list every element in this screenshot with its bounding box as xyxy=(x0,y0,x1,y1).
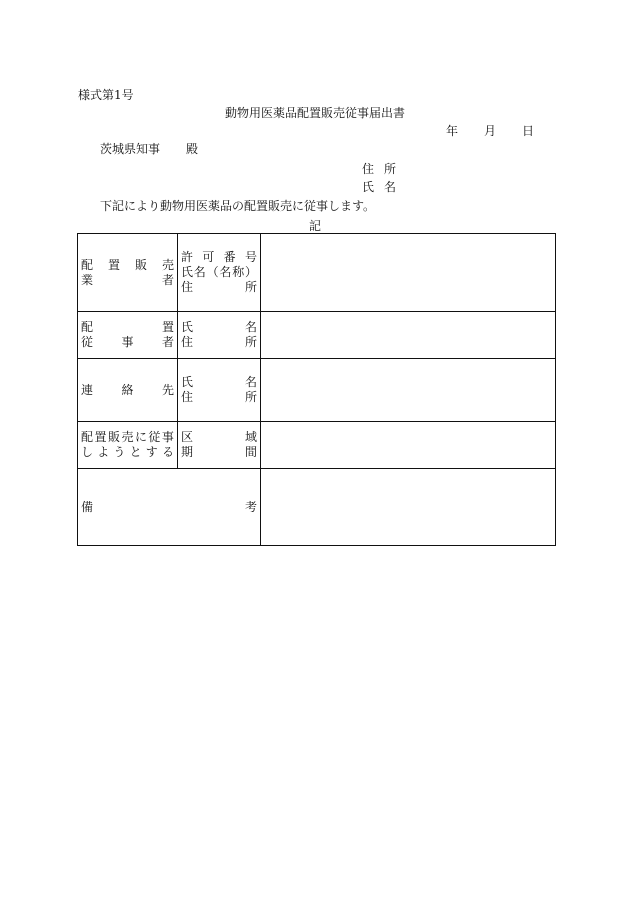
category-cell xyxy=(78,359,178,422)
category-label: 連 絡 先 xyxy=(81,382,174,397)
field-label-cell xyxy=(178,234,261,312)
table-row xyxy=(78,234,556,312)
table-row xyxy=(78,469,556,546)
entry-cell[interactable] xyxy=(261,422,556,469)
category-label: し よ う と す る xyxy=(81,445,174,459)
field-label-cell xyxy=(178,422,261,469)
date-month-label: 月 xyxy=(484,124,497,138)
category-label: 配 置 xyxy=(81,320,174,334)
field-label: 氏 名 xyxy=(181,375,257,389)
table-row xyxy=(78,422,556,469)
date-line xyxy=(446,122,534,139)
remarks-entry-cell[interactable] xyxy=(261,469,556,546)
notification-table xyxy=(77,233,556,546)
ki-heading: 記 xyxy=(308,219,321,233)
date-day-label: 日 xyxy=(522,124,535,138)
field-label: 区 域 xyxy=(181,430,257,444)
field-label: 住 所 xyxy=(181,390,257,404)
category-cell xyxy=(78,312,178,359)
applicant-address-label: 住 所 xyxy=(362,162,397,176)
date-year-label: 年 xyxy=(446,124,459,138)
entry-cell[interactable] xyxy=(261,312,556,359)
category-cell xyxy=(78,422,178,469)
applicant-name-label: 氏 名 xyxy=(362,180,397,194)
form-number: 様式第1号 xyxy=(78,88,134,102)
addressee-honorific: 殿 xyxy=(186,142,199,156)
document-title: 動物用医薬品配置販売従事届出書 xyxy=(224,106,405,120)
category-label: 備 考 xyxy=(81,499,257,514)
field-label: 住 所 xyxy=(181,335,257,349)
table-row xyxy=(78,359,556,422)
addressee-name: 茨城県知事 xyxy=(100,142,161,156)
category-label: 従 事 者 xyxy=(81,335,174,349)
field-label: 氏 名 xyxy=(181,320,257,334)
field-label-cell xyxy=(178,312,261,359)
field-label-cell xyxy=(178,359,261,422)
addressee xyxy=(100,140,198,157)
table-row xyxy=(78,312,556,359)
category-label: 業 者 xyxy=(81,272,174,287)
intro-text: 下記により動物用医薬品の配置販売に従事します。 xyxy=(100,199,376,213)
field-label: 住 所 xyxy=(181,280,257,294)
field-label: 期 間 xyxy=(181,445,257,459)
category-label: 配 置 販 売 xyxy=(81,257,174,272)
field-label: 氏 名 （ 名 称 ） xyxy=(181,265,257,279)
remarks-label-cell xyxy=(78,469,261,546)
field-label: 許 可 番 号 xyxy=(181,250,257,264)
category-label: 配 置 販 売 に 従 事 xyxy=(81,430,174,444)
entry-cell[interactable] xyxy=(261,234,556,312)
entry-cell[interactable] xyxy=(261,359,556,422)
category-cell xyxy=(78,234,178,312)
